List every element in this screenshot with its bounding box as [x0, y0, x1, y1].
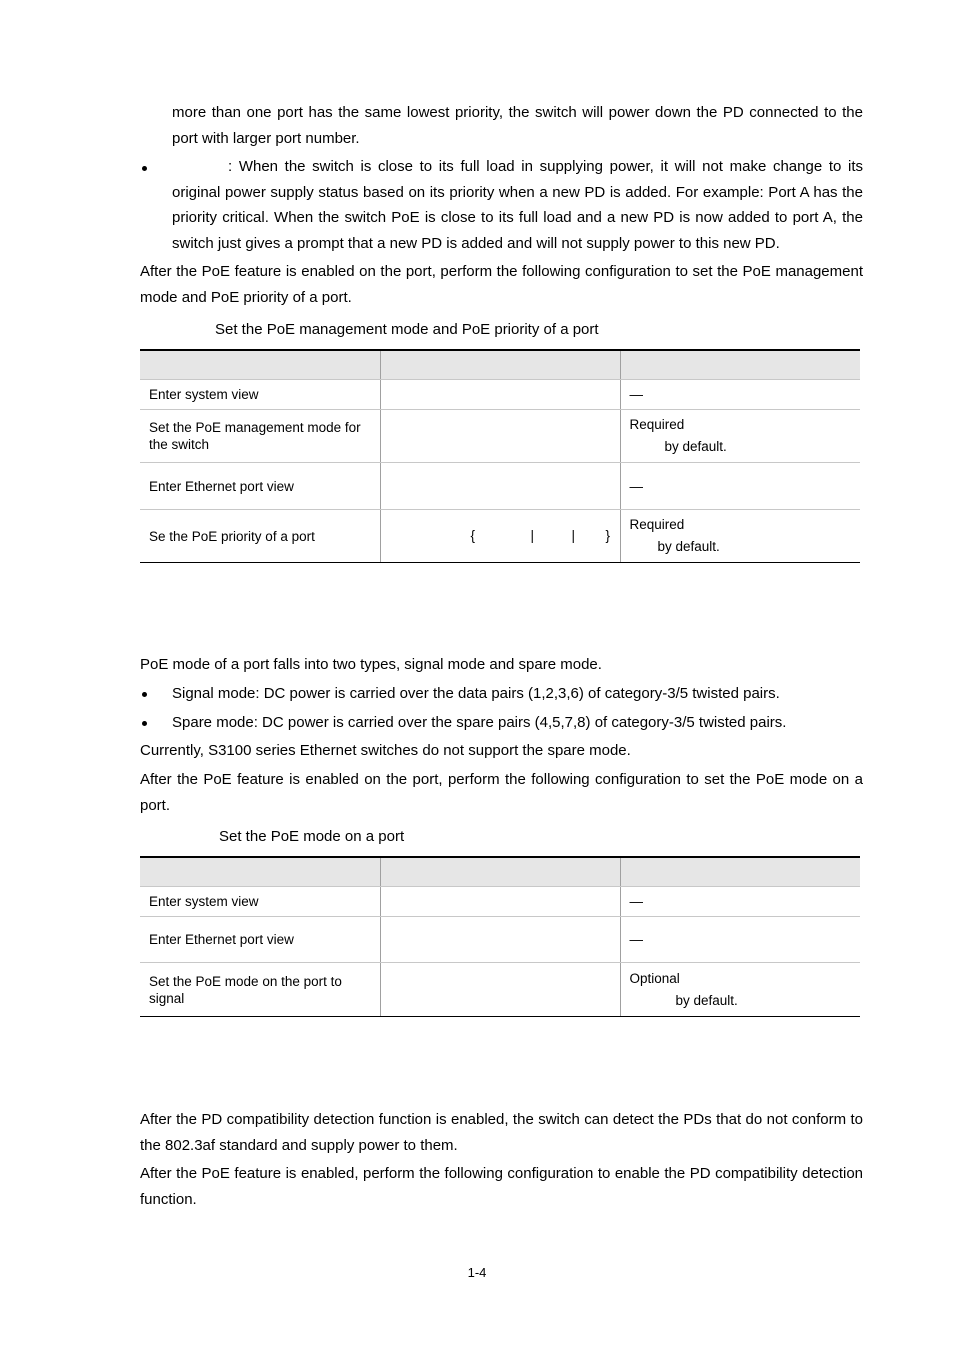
table-row [140, 510, 860, 563]
config-table-1 [140, 349, 860, 563]
remark-default: by default. [657, 539, 720, 554]
table-row [140, 963, 860, 1017]
table-cell-remarks [620, 410, 860, 463]
table-caption: Set the PoE management mode and PoE priority of a port [215, 321, 599, 338]
table-cell-command [380, 463, 620, 510]
table-cell-operation: Enter Ethernet port view [140, 463, 380, 510]
table-cell-remarks: — [620, 917, 860, 963]
command-brace-close: } [605, 528, 611, 543]
remark-default: by default. [664, 439, 727, 454]
remark-status: Required [629, 417, 685, 432]
page-number: 1-4 [467, 1265, 487, 1280]
table-caption: Set the PoE mode on a port [219, 828, 405, 845]
command-separator: | [530, 528, 535, 543]
table-cell-operation: Enter system view [140, 380, 380, 410]
remark-status: Optional [629, 970, 680, 986]
table-cell-command [380, 963, 620, 1017]
config-table-2 [140, 856, 860, 1017]
table-row [140, 380, 860, 410]
table-cell-remarks [620, 510, 860, 563]
table-cell-command [380, 917, 620, 963]
paragraph-poe-mode: PoE mode of a port falls into two types, signal mode and spare mode. [140, 656, 602, 673]
table-row [140, 917, 860, 963]
command-separator: | [571, 528, 576, 543]
paragraph-pd-compat: After the PD compatibility detection function is enabled, the switch can detect the PDs that do not conform to the 802.3af standard and supply power to them. [140, 1111, 863, 1154]
table-cell-operation: Se the PoE priority of a port [140, 510, 380, 563]
table-cell-operation: Enter system view [140, 887, 380, 917]
table-cell-command [380, 887, 620, 917]
table-cell-remarks [620, 963, 860, 1017]
table-cell-remarks: — [620, 463, 860, 510]
bullet-item-text: : When the switch is close to its full load in supplying power, it will not make change to its original power supply status based on its priority when a new PD is added. For example: Port A has the priority critical. When the switch PoE is close to its full load and a new PD is now added to port A, the switch just gives a prompt that a new PD is added and will not supply power to this new PD. [172, 158, 863, 252]
table-header-row [140, 350, 860, 380]
bullet-marker [142, 166, 147, 171]
paragraph-continuation: more than one port has the same lowest priority, the switch will power down the PD connected to the port with larger port number. [172, 104, 863, 147]
table-cell-remarks: — [620, 380, 860, 410]
table-header-row [140, 857, 860, 887]
remark-default: by default. [675, 992, 738, 1008]
paragraph-config: After the PoE feature is enabled on the port, perform the following configuration to set the PoE mode on a port. [140, 771, 863, 814]
remark-status: Required [629, 517, 685, 532]
table-row [140, 463, 860, 510]
paragraph-pd-config: After the PoE feature is enabled, perform the following configuration to enable the PD compatibility detection function. [140, 1165, 863, 1208]
bullet-item-text: Signal mode: DC power is carried over the data pairs (1,2,3,6) of category-3/5 twisted pairs. [172, 685, 780, 702]
bullet-marker [142, 721, 147, 726]
table-cell-operation: Set the PoE management mode for the switch [140, 410, 380, 463]
table-cell-command [380, 380, 620, 410]
paragraph-note: Currently, S3100 series Ethernet switches do not support the spare mode. [140, 742, 631, 759]
table-cell-operation: Enter Ethernet port view [140, 917, 380, 963]
table-row [140, 887, 860, 917]
table-cell-operation: Set the PoE mode on the port to signal [140, 963, 380, 1017]
command-brace-open: { [470, 528, 476, 543]
bullet-item-text: Spare mode: DC power is carried over the spare pairs (4,5,7,8) of category-3/5 twisted pairs. [172, 714, 787, 731]
bullet-marker [142, 692, 147, 697]
table-cell-command [380, 410, 620, 463]
table-cell-remarks: — [620, 887, 860, 917]
table-cell-command [380, 510, 620, 563]
table-row [140, 410, 860, 463]
paragraph-intro: After the PoE feature is enabled on the port, perform the following configuration to set the PoE management mode and PoE priority of a port. [140, 263, 863, 306]
